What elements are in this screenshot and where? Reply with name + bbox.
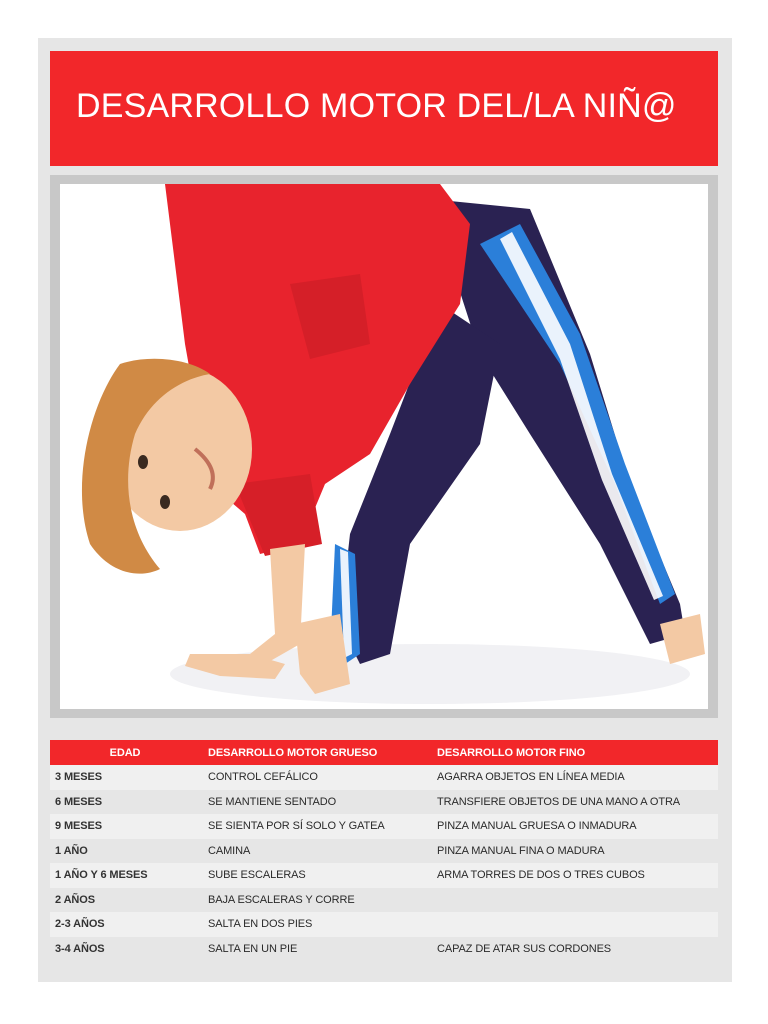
cell-motor-fino: ARMA TORRES DE DOS O TRES CUBOS xyxy=(437,869,645,882)
header-motor-fino: DESARROLLO MOTOR FINO xyxy=(437,746,586,759)
cell-edad: 6 MESES xyxy=(55,795,102,808)
cell-edad: 1 AÑO xyxy=(55,844,88,857)
photo-frame xyxy=(50,175,718,718)
table-row xyxy=(50,765,718,790)
header-edad: EDAD xyxy=(109,746,141,759)
cell-motor-fino: AGARRA OBJETOS EN LÍNEA MEDIA xyxy=(437,771,625,784)
cell-edad: 9 MESES xyxy=(55,820,102,833)
cell-edad: 2 AÑOS xyxy=(55,893,95,906)
cell-motor-grueso: SALTA EN DOS PIES xyxy=(208,918,313,931)
table-row xyxy=(50,912,718,937)
cell-motor-grueso: SALTA EN UN PIE xyxy=(208,942,298,955)
cell-motor-grueso: SUBE ESCALERAS xyxy=(208,869,306,882)
development-table xyxy=(50,740,718,961)
child-photo xyxy=(60,184,708,709)
cell-motor-grueso: CAMINA xyxy=(208,844,251,857)
page-title: DESARROLLO MOTOR DEL/LA NIÑ@ xyxy=(76,87,677,125)
cell-motor-fino: PINZA MANUAL GRUESA O INMADURA xyxy=(437,820,637,833)
cell-edad: 2-3 AÑOS xyxy=(55,918,105,931)
table-row xyxy=(50,814,718,839)
cell-motor-grueso: SE MANTIENE SENTADO xyxy=(208,795,337,808)
title-banner xyxy=(50,51,718,166)
table-header xyxy=(50,740,718,765)
table-row xyxy=(50,839,718,864)
cell-motor-grueso: BAJA ESCALERAS Y CORRE xyxy=(208,893,355,906)
cell-motor-fino: PINZA MANUAL FINA O MADURA xyxy=(437,844,605,857)
table-row xyxy=(50,863,718,888)
table-row xyxy=(50,790,718,815)
cell-edad: 3 MESES xyxy=(55,771,102,784)
child-illustration xyxy=(60,184,708,709)
table-row xyxy=(50,937,718,962)
cell-motor-fino: TRANSFIERE OBJETOS DE UNA MANO A OTRA xyxy=(437,795,681,808)
cell-motor-grueso: CONTROL CEFÁLICO xyxy=(208,771,318,784)
head-shape xyxy=(82,359,252,574)
header-motor-grueso: DESARROLLO MOTOR GRUESO xyxy=(208,746,378,759)
cell-edad: 3-4 AÑOS xyxy=(55,942,105,955)
cell-motor-grueso: SE SIENTA POR SÍ SOLO Y GATEA xyxy=(208,820,385,833)
table-row xyxy=(50,888,718,913)
document-page xyxy=(38,38,732,982)
cell-edad: 1 AÑO Y 6 MESES xyxy=(55,869,148,882)
cell-motor-fino: CAPAZ DE ATAR SUS CORDONES xyxy=(437,942,612,955)
